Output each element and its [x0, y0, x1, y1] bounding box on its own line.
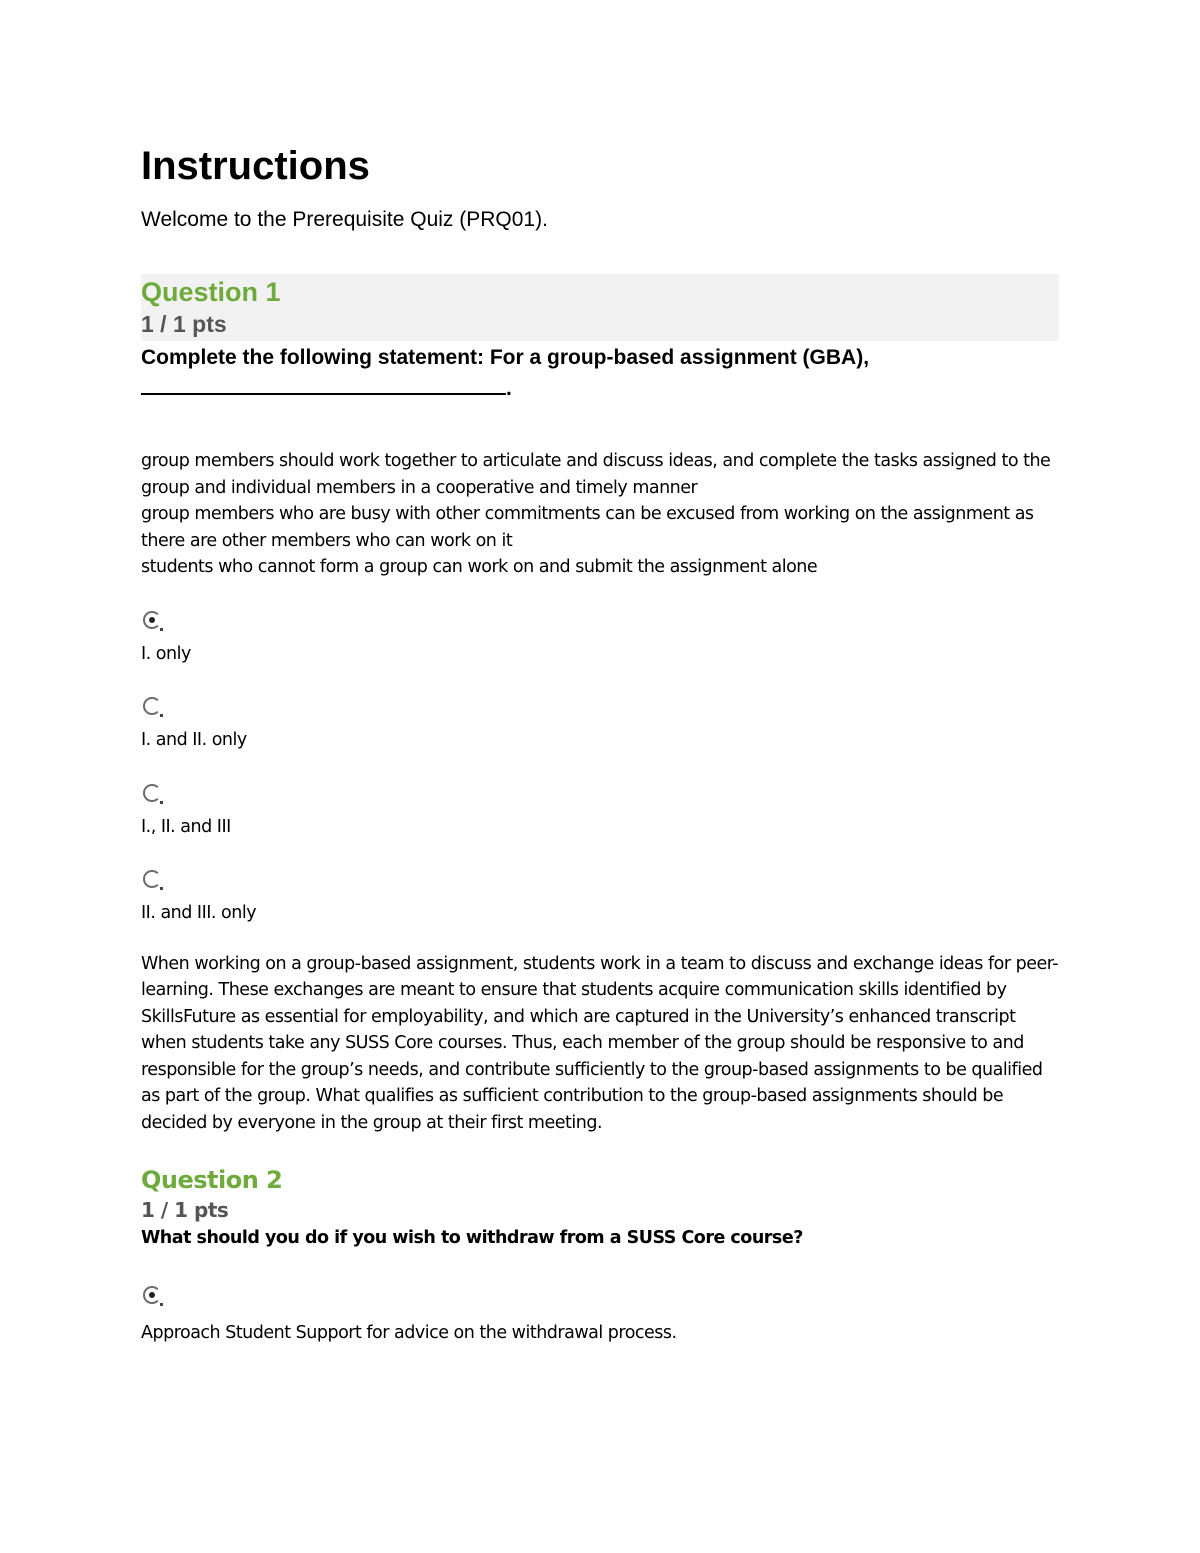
- question-1-title: Question 1: [141, 277, 281, 307]
- question-1-stem: [141, 343, 1059, 404]
- question-1-stem-text: Complete the following statement: For a group-based assignment (GBA),: [141, 346, 870, 369]
- question-2-points: 1 / 1 pts: [141, 1198, 229, 1222]
- option-label: II. and III. only: [141, 903, 257, 923]
- blank-suffix: .: [506, 377, 512, 400]
- question-1-statements: [141, 448, 1059, 581]
- question-1-option-4[interactable]: [141, 870, 1059, 927]
- statement-item: group members should work together to articulate and discuss ideas, and complete the tasks assigned to the group and individual members in a cooperative and timely manner: [141, 451, 1051, 498]
- welcome-text: Welcome to the Prerequisite Quiz (PRQ01).: [141, 208, 548, 231]
- radio-unselected-icon[interactable]: [143, 784, 161, 802]
- statement-item: students who cannot form a group can work on and submit the assignment alone: [141, 557, 818, 577]
- question-1-points: 1 / 1 pts: [141, 311, 227, 337]
- radio-unselected-icon[interactable]: [143, 870, 161, 888]
- question-2-stem: What should you do if you wish to withdraw from a SUSS Core course?: [141, 1228, 803, 1248]
- question-1-option-3[interactable]: [141, 784, 1059, 841]
- radio-selected-icon[interactable]: [143, 1286, 161, 1304]
- question-1-header: [141, 274, 1059, 341]
- option-label: I. only: [141, 643, 191, 664]
- question-2-title: Question 2: [141, 1166, 283, 1194]
- question-1-option-2[interactable]: [141, 697, 1059, 754]
- question-2-option-1[interactable]: [141, 1286, 1059, 1347]
- option-label: I., II. and III: [141, 816, 231, 837]
- option-label: Approach Student Support for advice on the withdrawal process.: [141, 1323, 677, 1343]
- option-label: I. and II. only: [141, 730, 247, 750]
- radio-selected-icon[interactable]: [143, 611, 161, 629]
- page-title: Instructions: [141, 144, 370, 188]
- answer-blank-line: [141, 373, 506, 395]
- radio-unselected-icon[interactable]: [143, 697, 161, 715]
- question-2-header: [141, 1164, 1059, 1252]
- statement-item: group members who are busy with other commitments can be excused from working on the assignment as there are other members who can work on it: [141, 504, 1034, 551]
- question-1-explanation: When working on a group-based assignment, students work in a team to discuss and exchange ideas for peer-learning. These exchanges are meant to ensure that students acquire communication skills identified by SkillsFuture as essential for employability, and which are captured in the University’s enhanced transcript when students take any SUSS Core courses. Thus, each member of the group should be responsive to and responsible for the group’s needs, and contribute sufficiently to the group-based assignments to be qualified as part of the group. What qualifies as sufficient contribution to the group-based assignments should be decided by everyone in the group at their first meeting.: [141, 953, 1059, 1133]
- document-content: [141, 140, 1059, 1347]
- question-1-option-1[interactable]: [141, 611, 1059, 668]
